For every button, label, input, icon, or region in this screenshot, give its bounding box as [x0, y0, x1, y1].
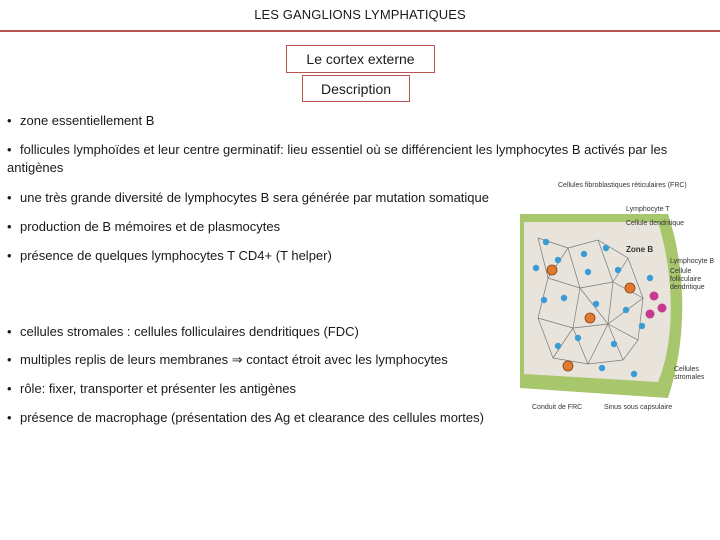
b-cell [639, 323, 645, 329]
dendritic-cell [585, 313, 595, 323]
label-zone-b: Zone B [626, 245, 654, 254]
section-box-description [302, 75, 410, 102]
section-label-description: Description [320, 80, 392, 97]
label-lymphocyte-b: Lymphocyte B [670, 258, 715, 265]
label-sinus: Sinus sous capsulaire [604, 404, 673, 411]
b-cell [555, 343, 561, 349]
bullet-item: • production de B mémoires et de plasmocytes [7, 219, 281, 234]
b-cell [647, 275, 653, 281]
bullet-item: • multiples replis de leurs membranes ⇒ contact étroit avec les lymphocytes [7, 352, 448, 367]
b-cell [561, 295, 567, 301]
b-cell [603, 245, 609, 251]
fdc-cell [658, 304, 667, 313]
b-cell [585, 269, 591, 275]
b-cell [623, 307, 629, 313]
b-cell [541, 297, 547, 303]
label-dendritic: Cellule dendritique [626, 220, 684, 227]
label-conduit: Conduit de FRC [532, 404, 583, 411]
b-cell [599, 365, 605, 371]
bullet-item: • rôle: fixer, transporter et présenter les antigènes [7, 381, 297, 396]
b-cell [593, 301, 599, 307]
bullet-item: • zone essentiellement B [7, 113, 155, 128]
b-cell [575, 335, 581, 341]
label-lymphocyte-t: Lymphocyte T [626, 206, 670, 213]
b-cell [611, 341, 617, 347]
fdc-cell [646, 310, 655, 319]
bullet-item: • présence de quelques lymphocytes T CD4+ (T helper) [7, 248, 332, 263]
bullet-item: • follicules lymphoïdes et leur centre germinatif: lieu essentiel où se différencient les lymphocytes B activés par les antigènes [7, 142, 668, 175]
dendritic-cell [563, 361, 573, 371]
dendritic-cell [547, 265, 557, 275]
section-box-cortex [286, 45, 435, 73]
b-cell [533, 265, 539, 271]
bullet-item: • cellules stromales : cellules folliculaires dendritiques (FDC) [7, 324, 359, 339]
title-divider [0, 30, 720, 32]
b-cell [555, 257, 561, 263]
b-cell [581, 251, 587, 257]
dendritic-cell [625, 283, 635, 293]
fdc-cell [650, 292, 659, 301]
bullet-item: • une très grande diversité de lymphocytes B sera générée par mutation somatique [7, 190, 489, 205]
b-cell [543, 239, 549, 245]
bullet-item: • présence de macrophage (présentation des Ag et clearance des cellules mortes) [7, 410, 484, 425]
label-fdc: Cellule folliculaire dendritique [670, 268, 705, 291]
section-label-cortex: Le cortex externe [306, 51, 415, 67]
label-frc: Cellules fibroblastiques réticulaires (FRC) [558, 182, 687, 189]
page-title: LES GANGLIONS LYMPHATIQUES [254, 7, 466, 22]
label-stromal: Cellules stromales [674, 366, 705, 381]
b-cell [631, 371, 637, 377]
cortex-illustration [518, 178, 718, 414]
b-cell [615, 267, 621, 273]
